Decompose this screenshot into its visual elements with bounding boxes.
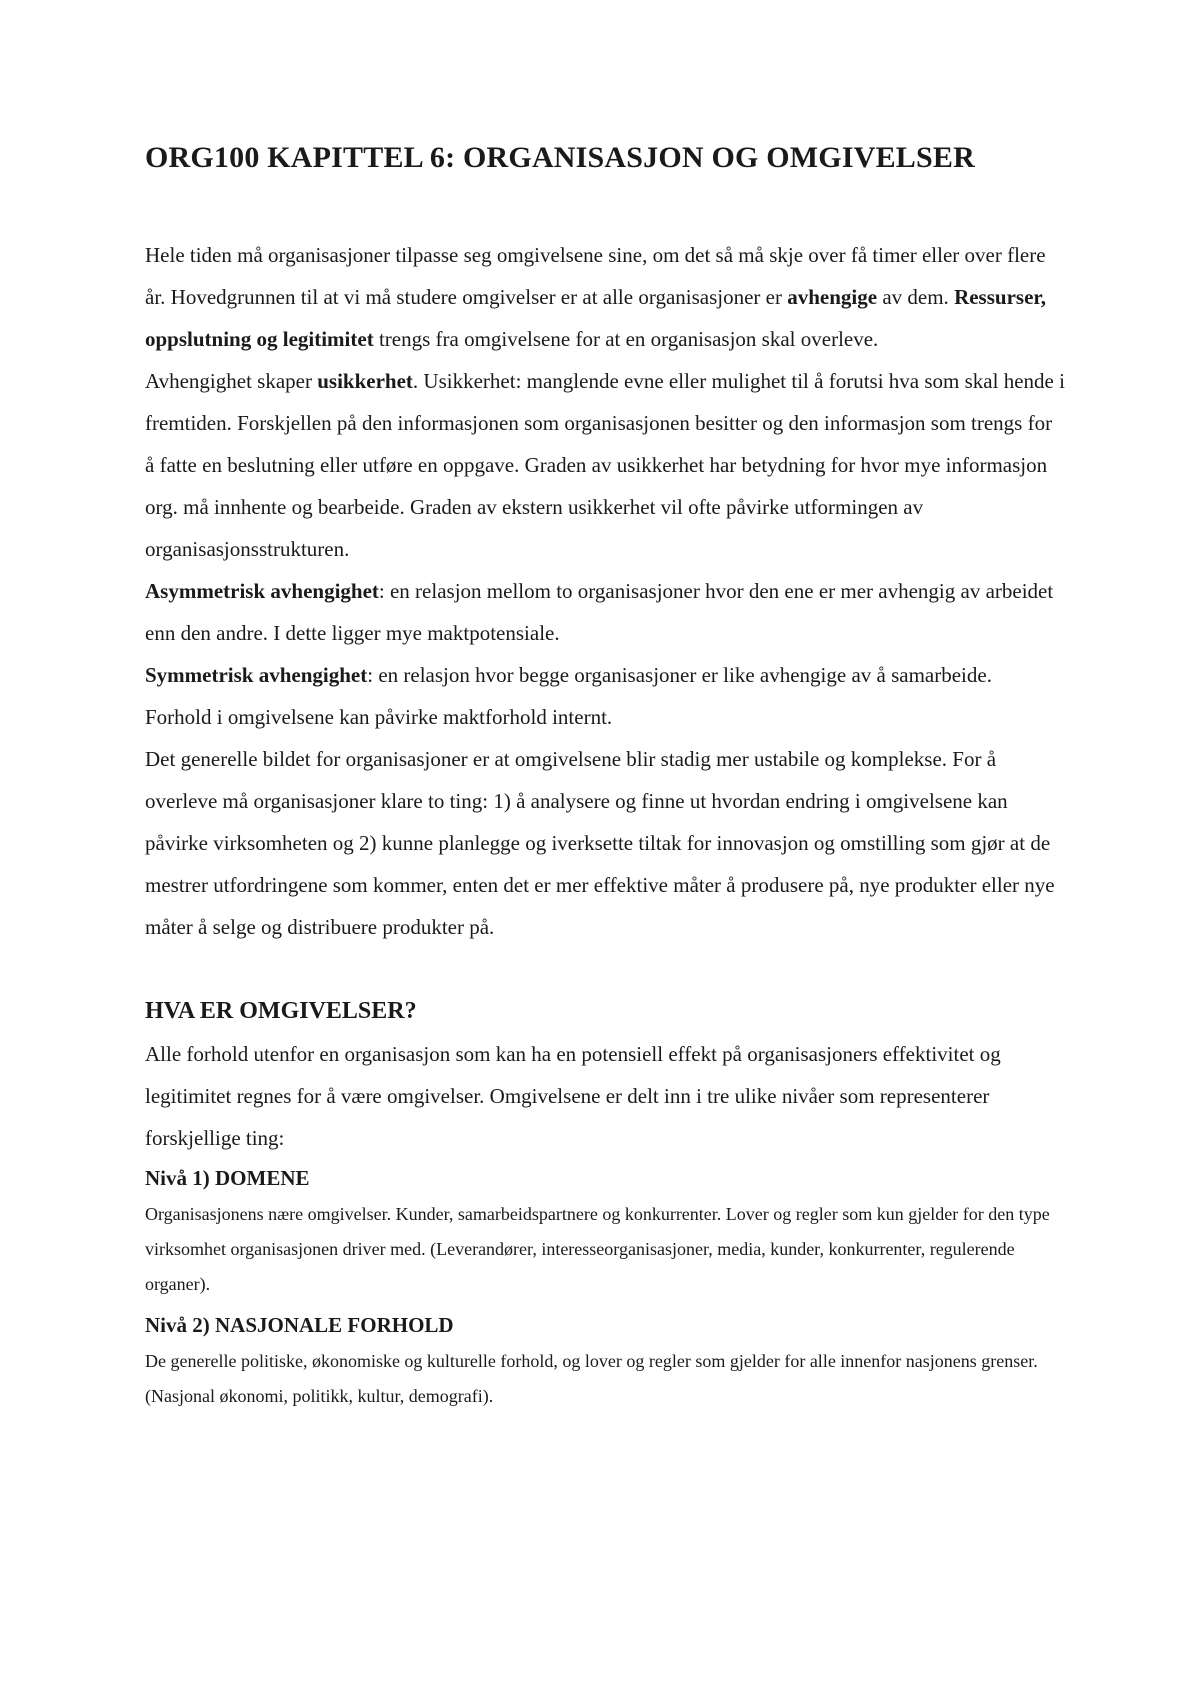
intro-paragraph-2	[145, 360, 1065, 570]
intro-paragraph-3	[145, 570, 1065, 654]
intro-p2-text-a: Avhengighet skaper	[145, 369, 318, 393]
definition-asymmetrisk: : en relasjon mellom to organisasjoner hvor den ene er mer avhengig av arbeidet enn den andre. I dette ligger mye maktpotensiale.	[145, 579, 1054, 645]
intro-paragraph-5: Forhold i omgivelsene kan påvirke maktforhold internt.	[145, 705, 613, 729]
intro-p2-bold-usikkerhet: usikkerhet	[317, 369, 413, 393]
intro-paragraph-6: Det generelle bildet for organisasjoner er at omgivelsene blir stadig mer ustabile og komplekse. For å overleve må organisasjoner klare to ting: 1) å analysere og finne ut hvordan endring i omgivelsene kan påvirke virksomheten og 2) kunne planlegge og iverksette tiltak for innovasjon og omstilling som gjør at de mestrer utfordringene som kommer, enten det er mer effektive måter å produsere på, nye produkter eller nye måter å selge og distribuere produkter på.	[145, 747, 1055, 939]
section-heading-omgivelser: HVA ER OMGIVELSER?	[145, 998, 417, 1024]
intro-paragraph-4	[145, 654, 1065, 696]
level-2-text: De generelle politiske, økonomiske og kulturelle forhold, og lover og regler som gjelder for alle innenfor nasjonens grenser. (Nasjonal økonomi, politikk, kultur, demografi).	[145, 1351, 1038, 1407]
level-1-heading: Nivå 1) DOMENE	[145, 1166, 310, 1191]
intro-p1-bold-avhengige: avhengige	[787, 285, 878, 309]
term-symmetrisk-avhengighet: Symmetrisk avhengighet	[145, 663, 368, 687]
intro-paragraph-1	[145, 234, 1065, 360]
intro-p2-text-c: . Usikkerhet: manglende evne eller mulighet til å forutsi hva som skal hende i fremtiden. Forskjellen på den informasjonen som organisasjonen besitter og den informasjon som trengs for å fatte en beslutning eller utføre en oppgave. Graden av usikkerhet har betydning for hvor mye informasjon org. må innhente og bearbeide. Graden av ekstern usikkerhet vil ofte påvirke utformingen av organisasjonsstrukturen.	[145, 369, 1065, 561]
level-2-heading: Nivå 2) NASJONALE FORHOLD	[145, 1313, 454, 1338]
intro-p1-bold-ressurser: Ressurser, oppslutning og legitimitet	[145, 285, 1047, 351]
document-page	[145, 140, 1065, 1418]
section-paragraph-1: Alle forhold utenfor en organisasjon som kan ha en potensiell effekt på organisasjoners effektivitet og legitimitet regnes for å være omgivelser. Omgivelsene er delt inn i tre ulike nivåer som representerer forskjellige ting:	[145, 1042, 1001, 1151]
term-asymmetrisk-avhengighet: Asymmetrisk avhengighet	[145, 579, 379, 603]
definition-symmetrisk: : en relasjon hvor begge organisasjoner er like avhengige av å samarbeide.	[367, 663, 992, 687]
intro-p1-text-a: Hele tiden må organisasjoner tilpasse seg omgivelsene sine, om det så må skje over få timer eller over flere år. Hovedgrunnen til at vi må studere omgivelser er at alle organisasjoner er	[145, 243, 1046, 309]
intro-p1-text-c: av dem.	[877, 285, 955, 309]
document-title: ORG100 KAPITTEL 6: ORGANISASJON OG OMGIVELSER	[145, 141, 975, 174]
level-1-text: Organisasjonens nære omgivelser. Kunder, samarbeidspartnere og konkurrenter. Lover og regler som kun gjelder for den type virksomhet organisasjonen driver med. (Leverandører, interesseorganisasjoner, media, kunder, konkurrenter, regulerende organer).	[145, 1204, 1050, 1295]
intro-p1-text-e: trengs fra omgivelsene for at en organisasjon skal overleve.	[373, 327, 879, 351]
